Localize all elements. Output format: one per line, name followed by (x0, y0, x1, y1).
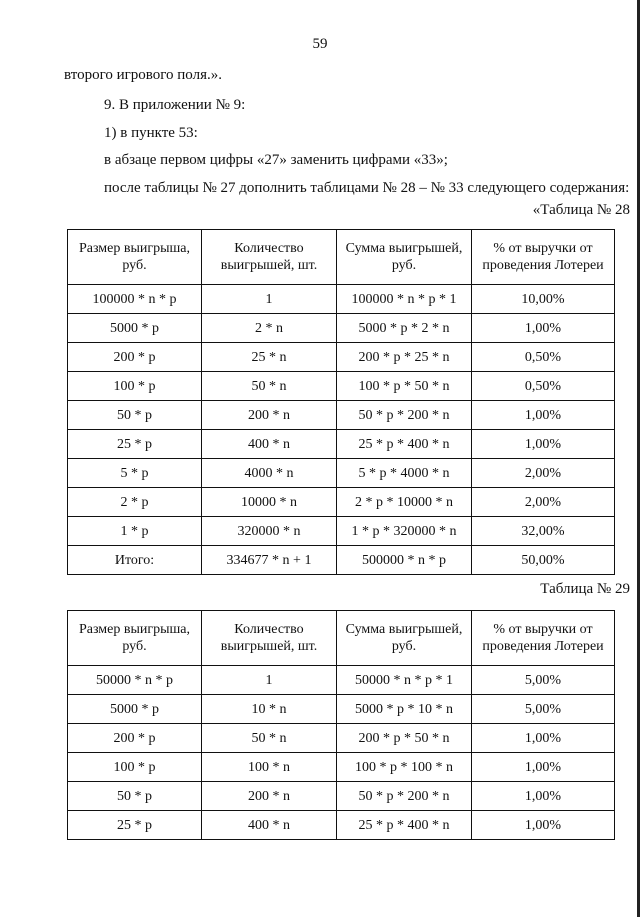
table-cell: 1,00% (472, 401, 615, 430)
table-row (68, 459, 615, 488)
table-row (68, 488, 615, 517)
table-cell: 2 * p (68, 488, 202, 517)
table-cell: 5,00% (472, 666, 615, 695)
table-cell: 0,50% (472, 372, 615, 401)
table-cell: 1,00% (472, 314, 615, 343)
table-cell: 0,50% (472, 343, 615, 372)
table-29 (67, 610, 615, 840)
table-cell: 25 * n (202, 343, 337, 372)
table-row (68, 430, 615, 459)
table-header-row (68, 611, 615, 666)
table-cell: 50,00% (472, 546, 615, 575)
header-cell: Сумма выигрышей, руб. (337, 611, 472, 666)
table-cell: 50 * p (68, 401, 202, 430)
table-29-caption: Таблица № 29 (540, 581, 630, 597)
table-cell: 50 * n (202, 724, 337, 753)
table-28 (67, 229, 615, 575)
table-cell: 25 * p * 400 * n (337, 811, 472, 840)
table-cell: 1 (202, 666, 337, 695)
table-cell: 1 (202, 285, 337, 314)
table-cell: 4000 * n (202, 459, 337, 488)
table-29-body (68, 666, 615, 840)
table-cell: 5000 * p (68, 314, 202, 343)
table-cell: 5000 * p * 10 * n (337, 695, 472, 724)
table-cell: 320000 * n (202, 517, 337, 546)
table-cell: 5000 * p * 2 * n (337, 314, 472, 343)
table-cell: 400 * n (202, 430, 337, 459)
table-28-caption: «Таблица № 28 (532, 202, 630, 218)
table-cell: 100 * p (68, 372, 202, 401)
table-header-row (68, 230, 615, 285)
table-row (68, 666, 615, 695)
table-cell: 100 * p * 50 * n (337, 372, 472, 401)
table-cell: 10000 * n (202, 488, 337, 517)
table-cell: 10,00% (472, 285, 615, 314)
table-cell: 25 * p (68, 811, 202, 840)
table-cell: 1,00% (472, 430, 615, 459)
table-cell: 200 * p * 25 * n (337, 343, 472, 372)
table-row (68, 314, 615, 343)
table-cell: 25 * p (68, 430, 202, 459)
table-cell: 50 * p (68, 782, 202, 811)
header-cell: % от выручки от проведения Лотереи (472, 230, 615, 285)
table-cell: 50 * p * 200 * n (337, 401, 472, 430)
table-cell: 2,00% (472, 459, 615, 488)
table-cell: 100 * n (202, 753, 337, 782)
text-line-5: после таблицы № 27 дополнить таблицами № 28 – № 33 следующего содержания: (104, 180, 630, 196)
table-cell: 50 * n (202, 372, 337, 401)
table-cell: 2 * p * 10000 * n (337, 488, 472, 517)
table-row (68, 811, 615, 840)
table-row (68, 695, 615, 724)
table-cell: 100 * p (68, 753, 202, 782)
table-cell: 5 * p * 4000 * n (337, 459, 472, 488)
table-cell: 400 * n (202, 811, 337, 840)
text-line-2: 9. В приложении № 9: (104, 97, 246, 113)
table-row (68, 724, 615, 753)
table-row (68, 546, 615, 575)
header-cell: Количество выигрышей, шт. (202, 611, 337, 666)
table-cell: 200 * p (68, 343, 202, 372)
header-cell: Размер выигрыша, руб. (68, 611, 202, 666)
table-cell: 200 * p * 50 * n (337, 724, 472, 753)
table-cell: 500000 * n * p (337, 546, 472, 575)
header-cell: Количество выигрышей, шт. (202, 230, 337, 285)
table-cell: 200 * n (202, 782, 337, 811)
header-cell: Сумма выигрышей, руб. (337, 230, 472, 285)
table-cell: 1,00% (472, 811, 615, 840)
table-cell: 100000 * n * p * 1 (337, 285, 472, 314)
table-cell: 25 * p * 400 * n (337, 430, 472, 459)
table-cell: 100 * p * 100 * n (337, 753, 472, 782)
header-cell: Размер выигрыша, руб. (68, 230, 202, 285)
table-cell: 2,00% (472, 488, 615, 517)
table-cell: Итого: (68, 546, 202, 575)
table-cell: 5,00% (472, 695, 615, 724)
header-cell: % от выручки от проведения Лотереи (472, 611, 615, 666)
table-28-body (68, 285, 615, 575)
table-cell: 10 * n (202, 695, 337, 724)
table-cell: 32,00% (472, 517, 615, 546)
table-cell: 1 * p * 320000 * n (337, 517, 472, 546)
table-row (68, 753, 615, 782)
table-cell: 1 * p (68, 517, 202, 546)
table-cell: 5 * p (68, 459, 202, 488)
text-line-3: 1) в пункте 53: (104, 125, 198, 141)
table-row (68, 372, 615, 401)
table-cell: 50 * p * 200 * n (337, 782, 472, 811)
page-number: 59 (312, 36, 328, 52)
table-cell: 100000 * n * p (68, 285, 202, 314)
table-row (68, 343, 615, 372)
text-line-1: второго игрового поля.». (64, 67, 222, 83)
table-cell: 334677 * n + 1 (202, 546, 337, 575)
table-cell: 1,00% (472, 724, 615, 753)
table-cell: 50000 * n * p (68, 666, 202, 695)
table-row (68, 285, 615, 314)
table-cell: 1,00% (472, 782, 615, 811)
text-line-4: в абзаце первом цифры «27» заменить цифрами «33»; (104, 152, 448, 168)
table-row (68, 401, 615, 430)
table-cell: 1,00% (472, 753, 615, 782)
table-cell: 50000 * n * p * 1 (337, 666, 472, 695)
table-cell: 5000 * p (68, 695, 202, 724)
table-cell: 200 * n (202, 401, 337, 430)
table-row (68, 782, 615, 811)
table-row (68, 517, 615, 546)
table-cell: 200 * p (68, 724, 202, 753)
table-cell: 2 * n (202, 314, 337, 343)
